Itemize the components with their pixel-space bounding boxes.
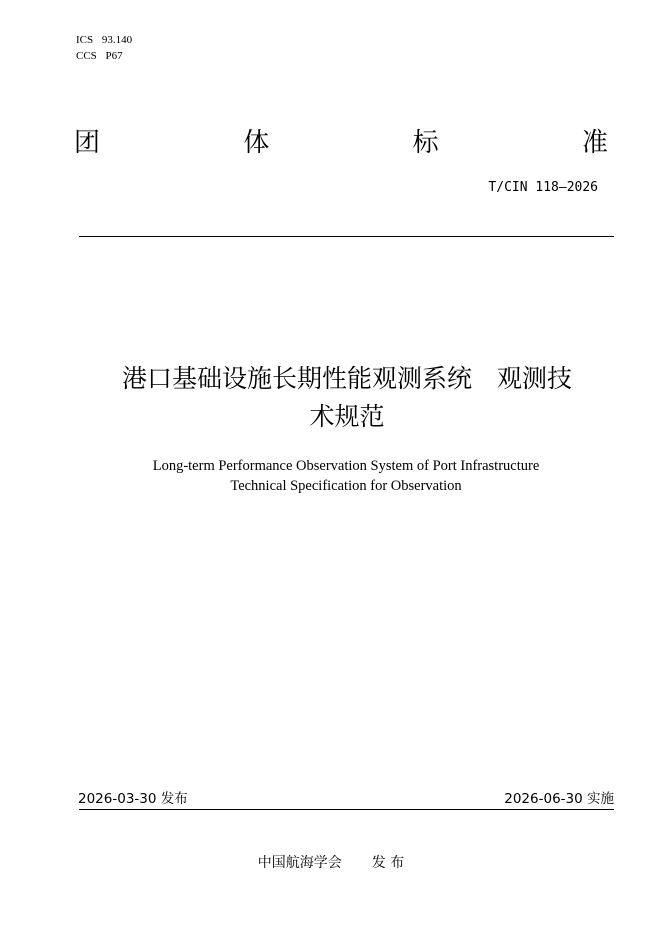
english-title	[60, 456, 632, 496]
chinese-title-line: 港口基础设施长期性能观测系统 观测技	[121, 364, 572, 393]
ics-code	[76, 32, 132, 48]
ccs-value: P67	[105, 50, 123, 62]
bottom-divider	[79, 809, 614, 810]
ccs-code	[76, 48, 132, 64]
release-date: 2026-03-30 发布	[78, 791, 188, 807]
standard-type-char: 准	[581, 128, 608, 158]
standard-type-char: 标	[412, 128, 439, 158]
classification-codes	[76, 32, 132, 64]
standard-type-char: 团	[74, 128, 101, 158]
ics-value: 93.140	[101, 34, 133, 46]
top-divider	[79, 236, 614, 237]
publisher	[0, 853, 662, 873]
standard-type-heading	[74, 126, 608, 160]
chinese-title-line: 术规范	[309, 402, 385, 431]
publisher-org: 中国航海学会	[257, 855, 342, 871]
chinese-title	[80, 360, 614, 436]
ics-label: ICS	[76, 34, 94, 46]
publisher-action: 发 布	[371, 855, 405, 871]
standard-type-char: 体	[243, 128, 270, 158]
dates-row	[78, 789, 614, 809]
implementation-date: 2026-06-30 实施	[504, 791, 614, 807]
standard-number: T/CIN 118—2026	[488, 180, 598, 195]
english-title-line: Technical Specification for Observation	[230, 478, 462, 494]
ccs-label: CCS	[76, 50, 97, 62]
english-title-line: Long-term Performance Observation System of Port Infrastructure	[152, 458, 540, 474]
